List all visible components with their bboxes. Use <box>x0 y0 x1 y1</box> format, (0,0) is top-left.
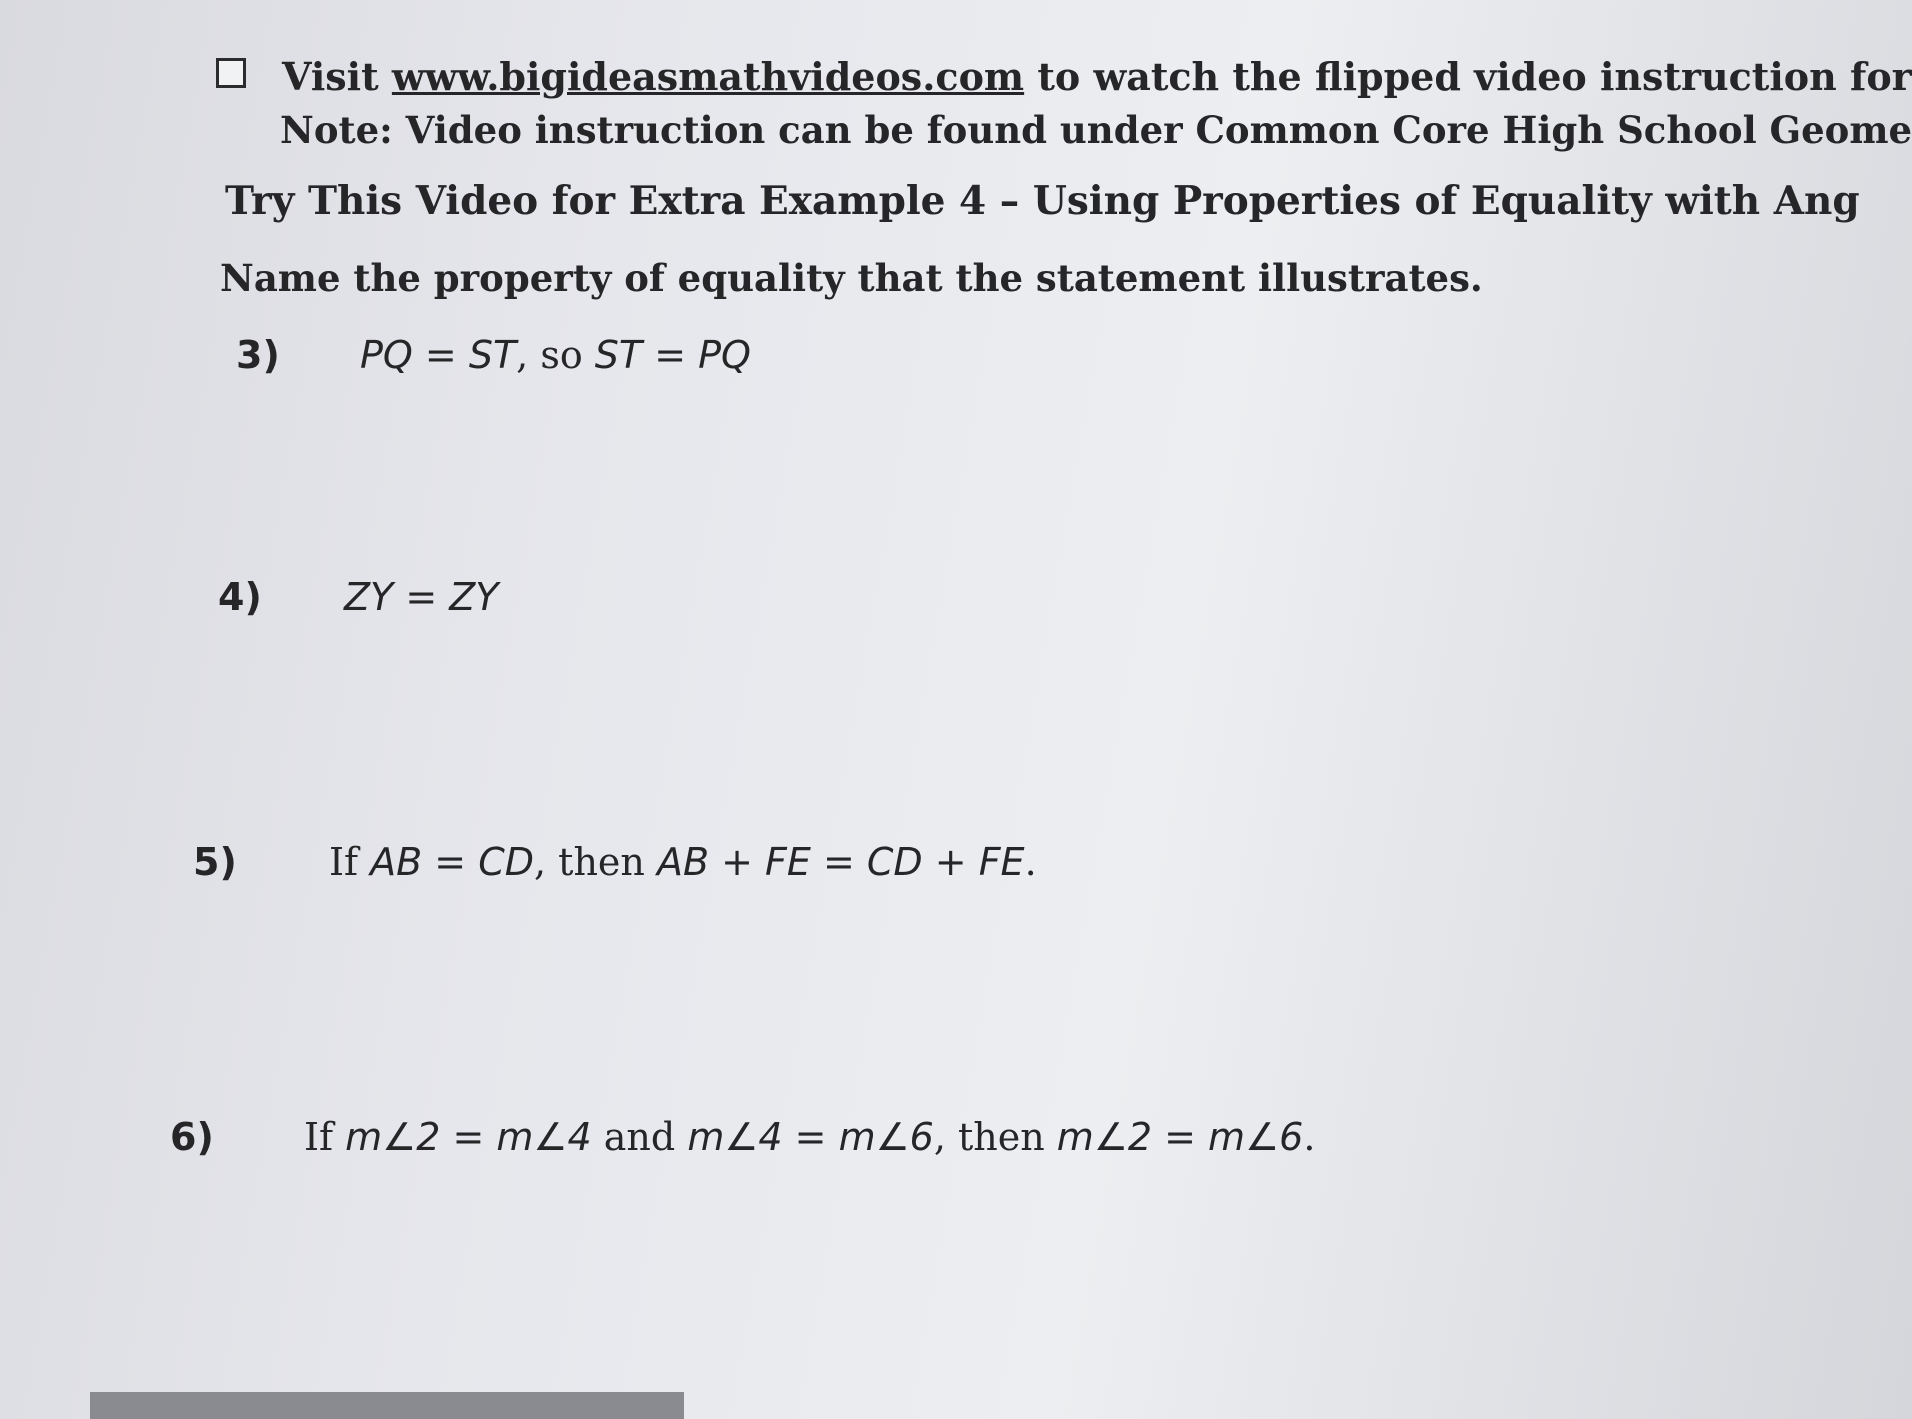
visit-suffix: to watch the flipped video instruction for <box>1024 54 1912 99</box>
problem-number: 5) <box>193 840 237 884</box>
problem-3 <box>236 333 751 377</box>
section-title: Try This Video for Extra Example 4 – Using Properties of Equality with Ang <box>225 178 1860 224</box>
problem-statement <box>329 840 1037 884</box>
problem-statement <box>304 1115 1315 1159</box>
bottom-gray-bar <box>90 1392 684 1419</box>
problem-number: 6) <box>170 1115 214 1159</box>
problem-number: 4) <box>218 575 262 619</box>
problem-statement <box>360 333 751 377</box>
equation: PQ = ST <box>360 333 517 377</box>
problem-number: 3) <box>236 333 280 377</box>
statement-text: , so <box>516 333 595 377</box>
equation: ZY = ZY <box>344 575 499 619</box>
equation: m∠2 = m∠6 <box>1056 1115 1304 1159</box>
statement-text: , then <box>933 1115 1057 1159</box>
statement-text: If <box>329 840 371 884</box>
equation: AB + FE = CD + FE <box>656 840 1025 884</box>
equation: ST = PQ <box>594 333 751 377</box>
equation: m∠2 = m∠4 <box>345 1115 592 1159</box>
video-url-link[interactable]: www.bigideasmathvideos.com <box>391 54 1025 99</box>
statement-text: . <box>1024 840 1037 884</box>
problem-6 <box>170 1115 1316 1159</box>
visit-line <box>282 54 1912 99</box>
problem-statement <box>344 575 499 619</box>
problem-4 <box>218 575 499 619</box>
statement-text: If <box>304 1115 346 1159</box>
statement-text: , then <box>534 840 657 884</box>
equation: AB = CD <box>370 840 535 884</box>
note-line: Note: Video instruction can be found under Common Core High School Geome <box>280 108 1912 152</box>
equation: m∠4 = m∠6 <box>687 1115 934 1159</box>
statement-text: and <box>591 1115 688 1159</box>
checkbox-icon[interactable] <box>216 58 246 88</box>
instructions: Name the property of equality that the statement illustrates. <box>220 256 1483 300</box>
visit-prefix: Visit <box>282 54 392 99</box>
problem-5 <box>193 840 1037 884</box>
statement-text: . <box>1303 1115 1316 1159</box>
